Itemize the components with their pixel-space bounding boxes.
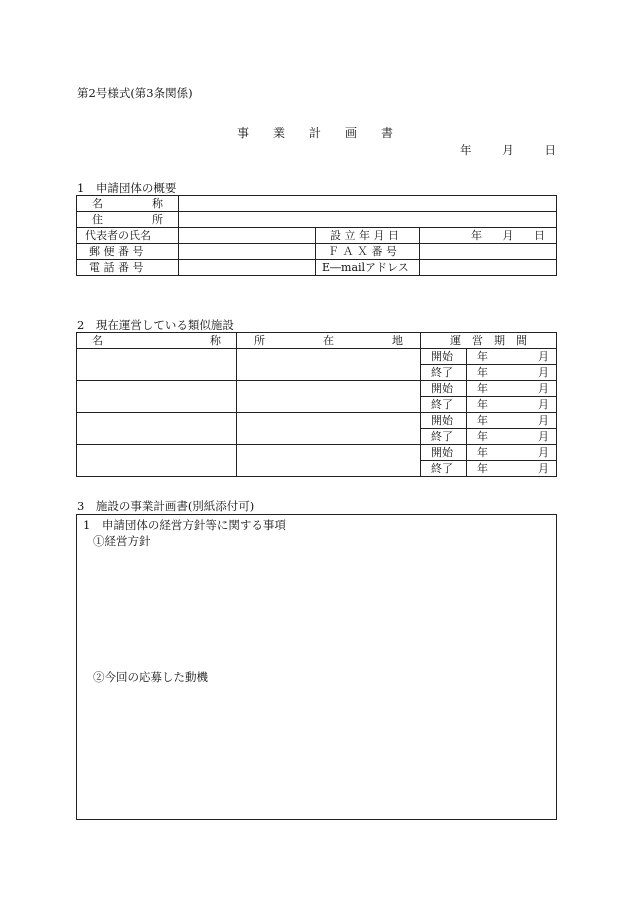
phone-label: 電 話 番 号	[77, 260, 179, 276]
end-label: 終了	[421, 397, 467, 413]
start-label: 開始	[421, 445, 467, 461]
col-location-header: 所 在 地	[237, 333, 421, 349]
date-day: 日	[544, 143, 556, 157]
start-date-cell[interactable]: 年 月	[467, 413, 557, 429]
table-row	[77, 349, 557, 365]
facility-location-cell[interactable]	[237, 445, 421, 477]
date-line	[460, 142, 556, 158]
applicant-overview-table	[76, 195, 557, 276]
facility-name-cell[interactable]	[77, 445, 237, 477]
start-label: 開始	[421, 349, 467, 365]
end-label: 終了	[421, 365, 467, 381]
start-date-cell[interactable]: 年 月	[467, 381, 557, 397]
similar-facilities-table	[76, 332, 557, 477]
section1-heading: 1 申請団体の概要	[77, 181, 177, 195]
start-date-cell[interactable]: 年 月	[467, 445, 557, 461]
col-period-header: 運 営 期 間	[421, 333, 557, 349]
table-row	[77, 260, 557, 276]
col-name-header: 名 称	[77, 333, 237, 349]
date-year: 年	[460, 143, 472, 157]
name-label: 名 称	[77, 196, 179, 212]
end-label: 終了	[421, 429, 467, 445]
section2-heading: 2 現在運営している類似施設	[77, 318, 234, 332]
table-row	[77, 445, 557, 461]
end-date-cell[interactable]: 年 月	[467, 365, 557, 381]
facility-location-cell[interactable]	[237, 381, 421, 413]
title-char: 業	[272, 126, 285, 140]
email-label: E―mailアドレス	[316, 260, 420, 276]
fax-label: Ｆ Ａ Ｘ 番 号	[316, 244, 420, 260]
table-row	[77, 381, 557, 397]
start-label: 開始	[421, 413, 467, 429]
representative-field[interactable]	[179, 228, 316, 244]
date-month: 月	[502, 143, 514, 157]
title-char: 計	[308, 126, 321, 140]
table-row	[77, 196, 557, 212]
end-date-cell[interactable]: 年 月	[467, 461, 557, 477]
table-row	[77, 228, 557, 244]
facility-name-cell[interactable]	[77, 381, 237, 413]
email-field[interactable]	[420, 260, 557, 276]
representative-label: 代表者の氏名	[77, 228, 179, 244]
table-row	[77, 212, 557, 228]
start-label: 開始	[421, 381, 467, 397]
title-char: 事	[236, 126, 249, 140]
postal-label: 郵 便 番 号	[77, 244, 179, 260]
management-policy-label: ①経営方針	[93, 534, 151, 548]
section3-heading: 3 施設の事業計画書(別紙添付可)	[77, 499, 255, 513]
business-plan-box[interactable]	[76, 514, 557, 820]
title-char: 書	[380, 126, 393, 140]
end-date-cell[interactable]: 年 月	[467, 429, 557, 445]
start-date-cell[interactable]: 年 月	[467, 349, 557, 365]
application-motive-label: ②今回の応募した動機	[93, 670, 208, 684]
address-field[interactable]	[179, 212, 557, 228]
document-title	[0, 124, 630, 141]
end-label: 終了	[421, 461, 467, 477]
phone-field[interactable]	[179, 260, 316, 276]
name-field[interactable]	[179, 196, 557, 212]
facility-location-cell[interactable]	[237, 349, 421, 381]
facility-name-cell[interactable]	[77, 413, 237, 445]
established-field[interactable]: 年 月 日	[420, 228, 557, 244]
postal-field[interactable]	[179, 244, 316, 260]
table-header-row	[77, 333, 557, 349]
facility-name-cell[interactable]	[77, 349, 237, 381]
established-label: 設 立 年 月 日	[316, 228, 420, 244]
table-row	[77, 413, 557, 429]
title-char: 画	[344, 126, 357, 140]
end-date-cell[interactable]: 年 月	[467, 397, 557, 413]
address-label: 住 所	[77, 212, 179, 228]
form-number: 第2号様式(第3条関係)	[77, 86, 193, 100]
table-row	[77, 244, 557, 260]
facility-location-cell[interactable]	[237, 413, 421, 445]
fax-field[interactable]	[420, 244, 557, 260]
policy-item-heading: 1 申請団体の経営方針等に関する事項	[83, 518, 286, 532]
